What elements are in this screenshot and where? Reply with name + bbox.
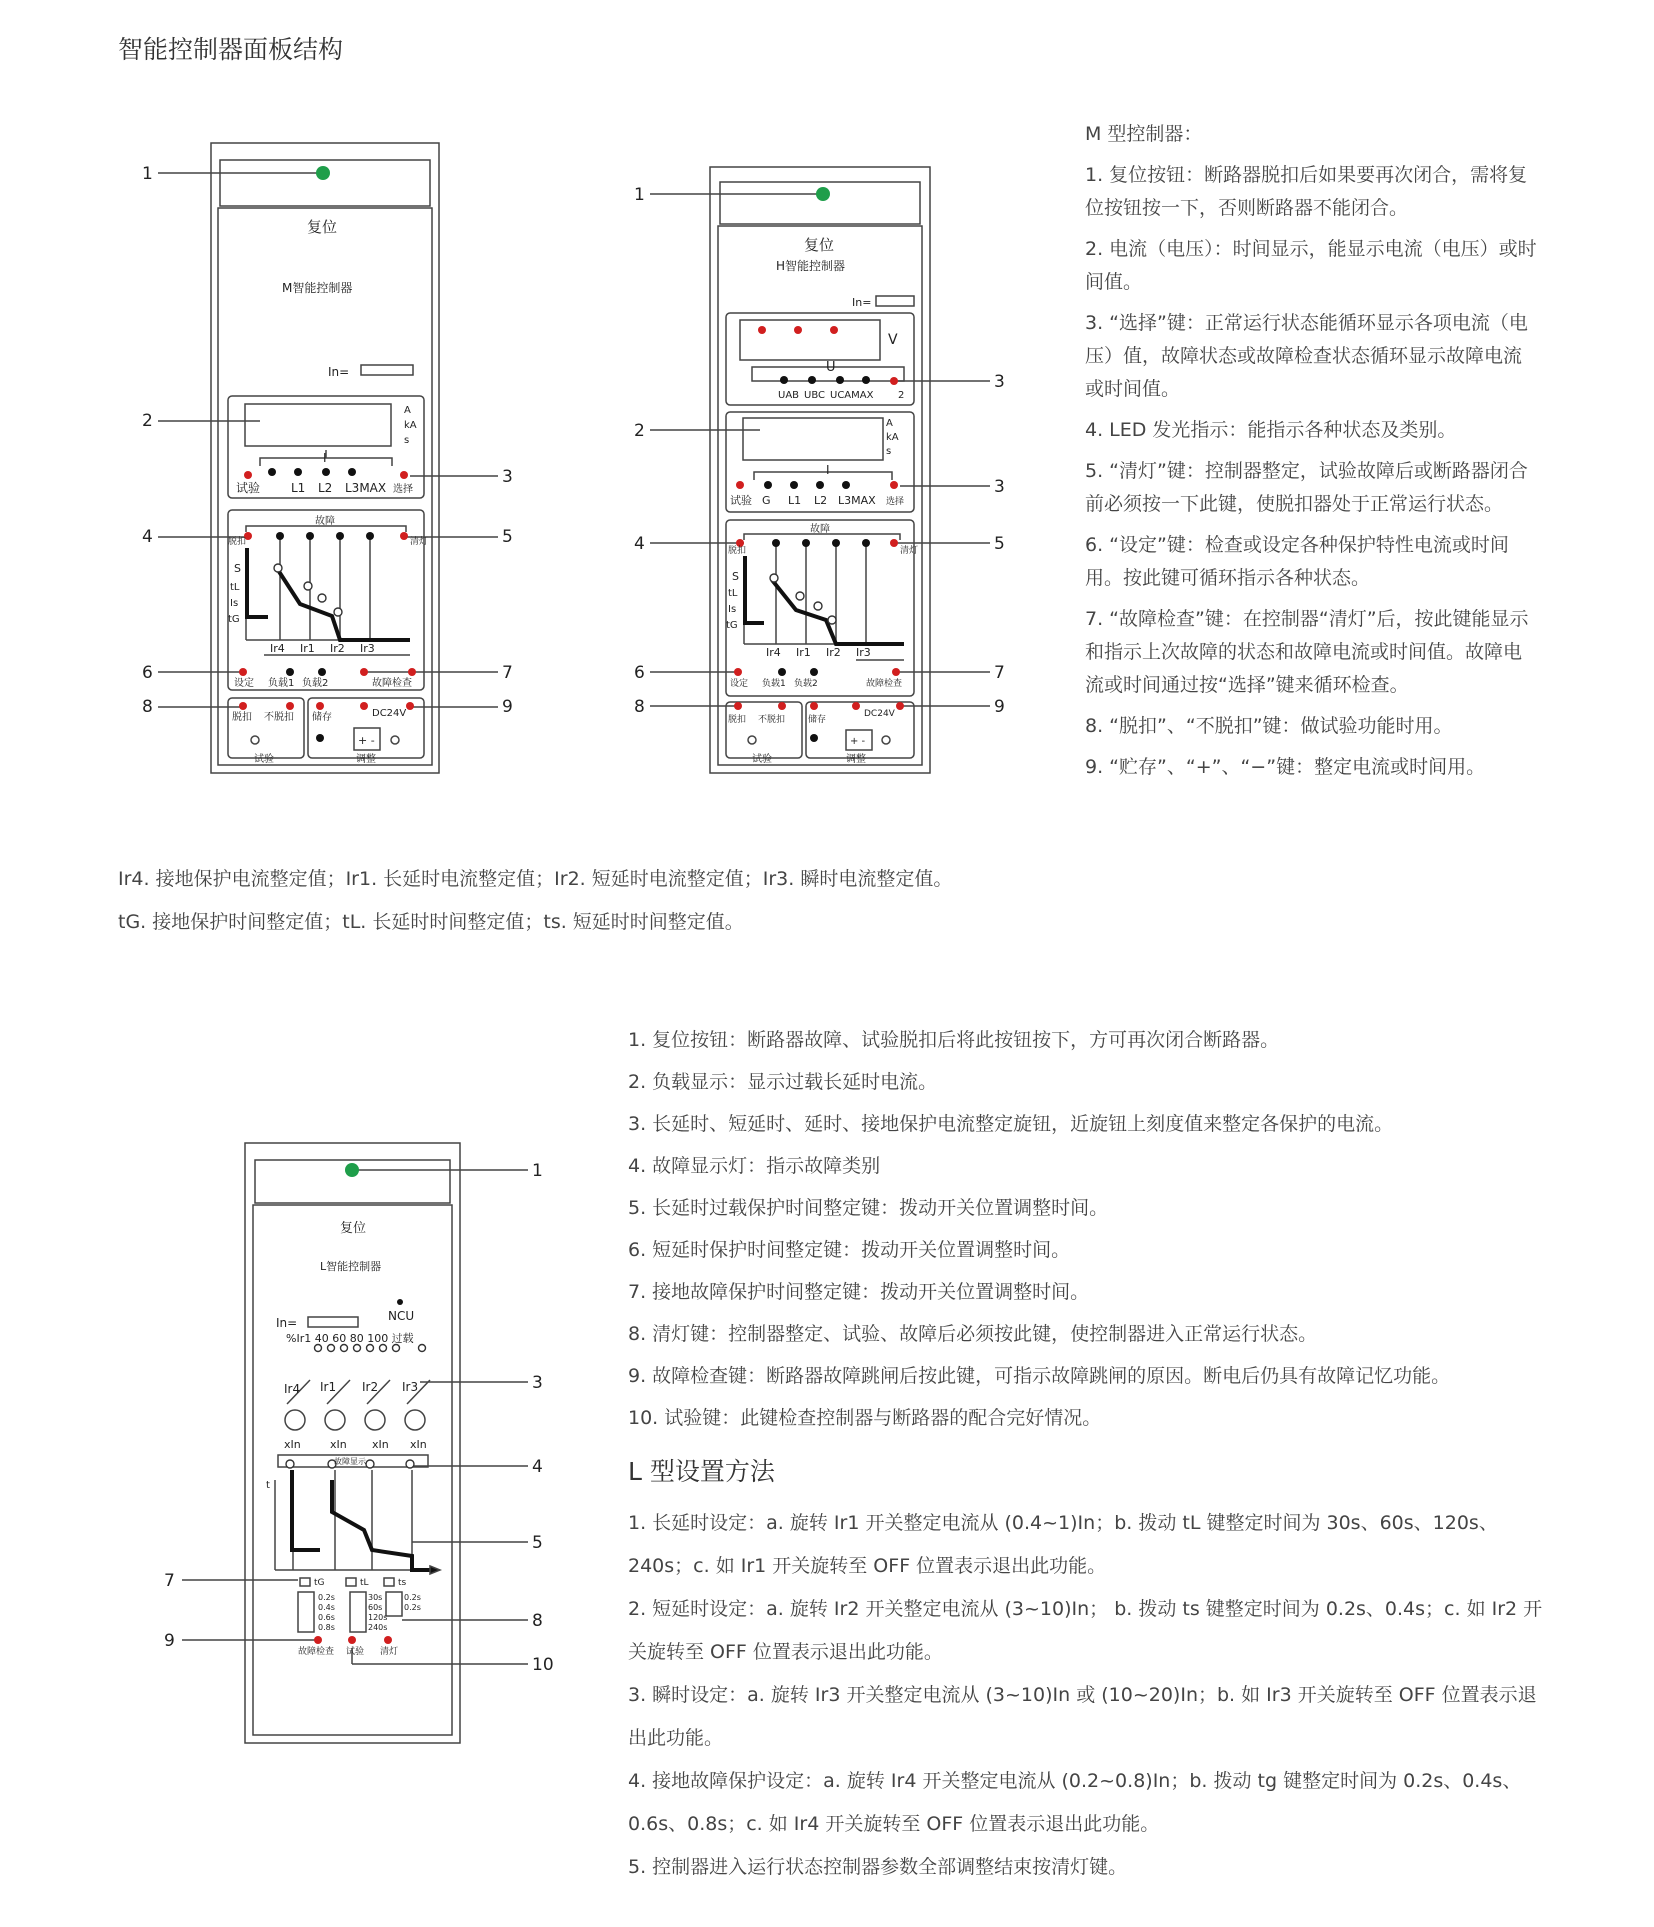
m-callout-9: 9 bbox=[502, 697, 513, 717]
l-text-item-1: 1. 复位按钮：断路器故障、试验脱扣后将此按钮按下，方可再次闭合断路器。 bbox=[628, 1029, 1280, 1051]
h-side-right: 清灯 bbox=[900, 546, 919, 556]
l-sw-tl: tL bbox=[360, 1578, 369, 1588]
m-x-ir2: Ir2 bbox=[330, 642, 345, 655]
m-x-ir3: Ir3 bbox=[360, 642, 375, 655]
l-reset-label: 复位 bbox=[340, 1221, 367, 1236]
l-panel-name: L智能控制器 bbox=[320, 1260, 382, 1273]
l-tl-3: 120s bbox=[368, 1613, 388, 1622]
l-knob-ir3: Ir3 bbox=[402, 1380, 419, 1394]
m-y-tl: tL bbox=[230, 582, 240, 593]
h-reset-indicator bbox=[816, 187, 830, 201]
l-text-item-4: 4. 故障显示灯：指示故障类别 bbox=[628, 1155, 881, 1177]
m-text-item-5: 5. “清灯”键：控制器整定，试验故障后或断路器闭合前必须按一下此键，使脱扣器处于正常运行状态。 bbox=[1085, 460, 1528, 515]
m-display-i: I bbox=[323, 451, 327, 465]
h-callout-8: 8 bbox=[634, 697, 645, 717]
m-in-label: In= bbox=[328, 365, 350, 379]
h-panel-diagram bbox=[650, 167, 990, 773]
l-text-item-10: 10. 试验键：此键检查控制器与断路器的配合完好情况。 bbox=[628, 1407, 1102, 1429]
note-line-2: tG. 接地保护时间整定值；tL. 长延时时间整定值；ts. 短延时时间整定值。 bbox=[118, 911, 744, 933]
m-row3-dc24v: DC24V bbox=[372, 708, 407, 719]
h-x-ir4: Ir4 bbox=[766, 646, 781, 659]
l-xin-4: xIn bbox=[410, 1438, 427, 1451]
h-btn-g: G bbox=[762, 494, 771, 507]
l-fault-label: 故障显示 bbox=[334, 1457, 366, 1466]
l-ncu: NCU bbox=[388, 1309, 415, 1323]
m-text-item-9: 9. “贮存”、“+”、“−”键：整定电流或时间用。 bbox=[1085, 756, 1486, 778]
l-setting-2: 2. 短延时设定：a. 旋转 Ir2 开关整定电流从 (3~10)In； b. 拨动 ts 键整定时间为 0.2s、0.4s；c. 如 Ir2 开关旋转至 OFF 位置表示退出此功能。 bbox=[628, 1598, 1543, 1663]
m-row3-trip: 脱扣 bbox=[232, 712, 252, 723]
h-row3-notrip: 不脱扣 bbox=[758, 715, 786, 725]
m-callout-4: 4 bbox=[142, 527, 153, 547]
h-group-adjust: 调整 bbox=[846, 754, 866, 765]
m-unit-a: A bbox=[404, 405, 411, 416]
l-tg-1: 0.2s bbox=[318, 1593, 335, 1602]
m-callout-5: 5 bbox=[502, 527, 513, 547]
l-knob-ir4: Ir4 bbox=[284, 1382, 301, 1396]
note-line-1: Ir4. 接地保护电流整定值；Ir1. 长延时电流整定值；Ir2. 短延时电流整定值；Ir3. 瞬时电流整定值。 bbox=[118, 868, 953, 890]
l-callout-1: 1 bbox=[532, 1161, 543, 1181]
h-v-label: V bbox=[888, 332, 898, 348]
l-callout-7: 7 bbox=[164, 1571, 175, 1591]
l-callout-3: 3 bbox=[532, 1373, 543, 1393]
m-text-item-3: 3. “选择”键：正常运行状态能循环显示各项电流（电压）值，故障状态或故障检查状态循环显示故障电流或时间值。 bbox=[1085, 312, 1528, 400]
m-x-ir4: Ir4 bbox=[270, 642, 285, 655]
m-fault-label: 故障 bbox=[315, 516, 335, 527]
l-text-item-6: 6. 短延时保护时间整定键：拨动开关位置调整时间。 bbox=[628, 1239, 1071, 1261]
m-callout-1: 1 bbox=[142, 164, 153, 184]
l-setting-3: 3. 瞬时设定：a. 旋转 Ir3 开关整定电流从 (3~10)In 或 (10~20)In；b. 如 Ir3 开关旋转至 OFF 位置表示退出此功能。 bbox=[628, 1684, 1537, 1749]
h-callout-2: 2 bbox=[634, 421, 645, 441]
h-row2-load2: 负载2 bbox=[794, 679, 818, 689]
m-row2-faultcheck: 故障检查 bbox=[372, 678, 412, 689]
m-plus-minus: + - bbox=[358, 734, 375, 747]
h-y-tg: tG bbox=[726, 620, 738, 631]
h-row2-load1: 负载1 bbox=[762, 679, 786, 689]
l-setting-4: 4. 接地故障保护设定：a. 旋转 Ir4 开关整定电流从 (0.2~0.8)In；b. 拨动 tg 键整定时间为 0.2s、0.4s、0.6s、0.8s；c. 如 Ir4 开关旋转至 OFF 位置表示退出此功能。 bbox=[628, 1770, 1522, 1835]
l-text-item-3: 3. 长延时、短延时、延时、接地保护电流整定旋钮，近旋钮上刻度值来整定各保护的电流。 bbox=[628, 1113, 1394, 1135]
h-btn-test: 试验 bbox=[730, 494, 752, 507]
m-btn-l1: L1 bbox=[291, 481, 306, 495]
l-xin-3: xIn bbox=[372, 1438, 389, 1451]
h-x-ir3: Ir3 bbox=[856, 646, 871, 659]
m-text-item-6: 6. “设定”键：检查或设定各种保护特性电流或时间用。按此键可循环指示各种状态。 bbox=[1085, 534, 1509, 589]
m-reset-label: 复位 bbox=[307, 218, 338, 236]
l-btn-clear: 清灯 bbox=[380, 1647, 399, 1657]
l-settings-subtitle: L 型设置方法 bbox=[628, 1457, 775, 1486]
h-display-i: I bbox=[826, 463, 830, 477]
l-setting-1: 1. 长延时设定：a. 旋转 Ir1 开关整定电流从 (0.4~1)In；b. 拨动 tL 键整定时间为 30s、60s、120s、240s；c. 如 Ir1 开关旋转至 OFF 位置表示退出此功能。 bbox=[628, 1512, 1498, 1577]
abbreviation-notes bbox=[118, 858, 1018, 944]
h-btn-l1: L1 bbox=[788, 494, 802, 507]
h-unit-a: A bbox=[886, 418, 893, 429]
h-callout-1: 1 bbox=[634, 185, 645, 205]
m-panel-name: M智能控制器 bbox=[282, 281, 353, 295]
l-callout-5: 5 bbox=[532, 1533, 543, 1553]
l-callout-8: 8 bbox=[532, 1611, 543, 1631]
h-u-label: U bbox=[826, 360, 836, 375]
l-ts-2: 0.2s bbox=[404, 1603, 421, 1612]
h-row2-set: 设定 bbox=[730, 679, 749, 689]
h-u-2: 2 bbox=[898, 390, 905, 401]
h-unit-s: s bbox=[886, 446, 892, 457]
l-btn-faultcheck: 故障检查 bbox=[298, 1647, 335, 1657]
l-knob-ir2: Ir2 bbox=[362, 1380, 379, 1394]
l-tl-4: 240s bbox=[368, 1623, 388, 1632]
m-y-tg: tG bbox=[228, 614, 240, 625]
m-row2-load1: 负载1 bbox=[268, 678, 295, 689]
l-type-description bbox=[628, 1024, 1548, 1889]
l-tl-1: 30s bbox=[368, 1593, 383, 1602]
h-callout-5: 5 bbox=[994, 534, 1005, 554]
m-text-item-2: 2. 电流（电压）：时间显示，能显示电流（电压）或时间值。 bbox=[1085, 238, 1537, 293]
page-title: 智能控制器面板结构 bbox=[118, 35, 344, 64]
m-callout-8: 8 bbox=[142, 697, 153, 717]
l-callout-9: 9 bbox=[164, 1631, 175, 1651]
l-text-item-7: 7. 接地故障保护时间整定键：拨动开关位置调整时间。 bbox=[628, 1281, 1090, 1303]
l-in-label: In= bbox=[276, 1316, 298, 1330]
m-y-is: Is bbox=[230, 598, 239, 609]
m-row3-notrip: 不脱扣 bbox=[264, 712, 294, 723]
m-side-right: 清灯 bbox=[410, 537, 429, 547]
m-callout-2: 2 bbox=[142, 411, 153, 431]
m-type-description bbox=[1085, 118, 1540, 792]
m-unit-ka: kA bbox=[404, 420, 417, 431]
l-load-label: %Ir1 40 60 80 100 过载 bbox=[286, 1332, 414, 1345]
l-t-label: t bbox=[266, 1480, 270, 1491]
m-callout-7: 7 bbox=[502, 663, 513, 683]
m-btn-l3max: L3MAX bbox=[345, 481, 387, 495]
l-btn-test: 试验 bbox=[346, 1647, 365, 1657]
l-tg-2: 0.4s bbox=[318, 1603, 335, 1612]
l-xin-2: xIn bbox=[330, 1438, 347, 1451]
h-callout-4: 4 bbox=[634, 534, 645, 554]
h-u-ucamax: UCAMAX bbox=[830, 390, 874, 401]
h-btn-l3max: L3MAX bbox=[838, 494, 876, 507]
l-callout-10: 10 bbox=[532, 1655, 554, 1675]
h-y-s: S bbox=[732, 570, 739, 583]
l-text-item-5: 5. 长延时过载保护时间整定键：拨动开关位置调整时间。 bbox=[628, 1197, 1109, 1219]
h-row3-dc24v: DC24V bbox=[864, 709, 895, 719]
h-u-uab: UAB bbox=[778, 390, 800, 401]
l-tg-4: 0.8s bbox=[318, 1623, 335, 1632]
h-side-left: 脱扣 bbox=[728, 546, 747, 556]
h-plus-minus: + - bbox=[850, 736, 866, 747]
m-row2-set: 设定 bbox=[234, 678, 254, 689]
m-text-item-4: 4. LED 发光指示：能指示各种状态及类别。 bbox=[1085, 419, 1457, 441]
h-x-ir1: Ir1 bbox=[796, 646, 811, 659]
l-text-item-8: 8. 清灯键：控制器整定、试验、故障后必须按此键，使控制器进入正常运行状态。 bbox=[628, 1323, 1318, 1345]
l-reset-indicator bbox=[345, 1163, 359, 1177]
l-ts-1: 0.2s bbox=[404, 1593, 421, 1602]
h-y-is: Is bbox=[728, 604, 737, 615]
m-x-ir1: Ir1 bbox=[300, 642, 315, 655]
h-reset-label: 复位 bbox=[804, 236, 835, 254]
h-btn-l2: L2 bbox=[814, 494, 828, 507]
h-callout-6: 6 bbox=[634, 663, 645, 683]
m-group-test: 试验 bbox=[254, 754, 274, 765]
m-text-heading: M 型控制器： bbox=[1085, 123, 1203, 145]
m-callout-6: 6 bbox=[142, 663, 153, 683]
m-callout-3: 3 bbox=[502, 467, 513, 487]
m-row3-store: 储存 bbox=[312, 712, 332, 723]
h-group-test: 试验 bbox=[752, 754, 772, 765]
l-setting-5: 5. 控制器进入运行状态控制器参数全部调整结束按清灯键。 bbox=[628, 1856, 1128, 1878]
h-y-tl: tL bbox=[728, 588, 738, 599]
l-knob-ir1: Ir1 bbox=[320, 1380, 337, 1394]
l-sw-ts: ts bbox=[398, 1578, 407, 1588]
l-tl-2: 60s bbox=[368, 1603, 383, 1612]
m-reset-indicator bbox=[316, 166, 330, 180]
m-btn-test: 试验 bbox=[236, 481, 261, 495]
m-text-item-1: 1. 复位按钮：断路器脱扣后如果要再次闭合，需将复位按钮按一下，否则断路器不能闭合。 bbox=[1085, 164, 1528, 219]
h-row3-store: 储存 bbox=[808, 715, 827, 725]
m-btn-l2: L2 bbox=[318, 481, 333, 495]
h-callout-9: 9 bbox=[994, 697, 1005, 717]
l-sw-tg: tG bbox=[314, 1578, 325, 1588]
l-text-item-2: 2. 负载显示：显示过载长延时电流。 bbox=[628, 1071, 938, 1093]
h-x-ir2: Ir2 bbox=[826, 646, 841, 659]
l-text-item-9: 9. 故障检查键：断路器故障跳闸后按此键，可指示故障跳闸的原因。断电后仍具有故障记忆功能。 bbox=[628, 1365, 1451, 1387]
m-text-item-8: 8. “脱扣”、“不脱扣”键：做试验功能时用。 bbox=[1085, 715, 1453, 737]
l-tg-3: 0.6s bbox=[318, 1613, 335, 1622]
m-btn-select: 选择 bbox=[393, 484, 413, 495]
m-unit-s: s bbox=[404, 435, 410, 446]
m-side-left: 脱扣 bbox=[228, 537, 247, 547]
m-y-s: S bbox=[234, 562, 241, 575]
h-row3-trip: 脱扣 bbox=[728, 715, 747, 725]
m-group-adjust: 调整 bbox=[356, 754, 376, 765]
m-text-item-7: 7. “故障检查”键：在控制器“清灯”后，按此键能显示和指示上次故障的状态和故障电流或时间值。故障电流或时间通过按“选择”键来循环检查。 bbox=[1085, 608, 1529, 696]
h-callout-7: 7 bbox=[994, 663, 1005, 683]
h-u-ubc: UBC bbox=[804, 390, 825, 401]
l-xin-1: xIn bbox=[284, 1438, 301, 1451]
h-btn-select: 选择 bbox=[886, 497, 905, 507]
h-in-label: In= bbox=[852, 296, 872, 309]
h-unit-ka: kA bbox=[886, 432, 899, 443]
h-fault-label: 故障 bbox=[810, 524, 830, 535]
h-callout-3b: 3 bbox=[994, 477, 1005, 497]
h-row2-faultcheck: 故障检查 bbox=[866, 679, 903, 689]
h-panel-name: H智能控制器 bbox=[776, 259, 846, 273]
m-row2-load2: 负载2 bbox=[302, 678, 329, 689]
l-callout-4: 4 bbox=[532, 1457, 543, 1477]
h-callout-3a: 3 bbox=[994, 372, 1005, 392]
